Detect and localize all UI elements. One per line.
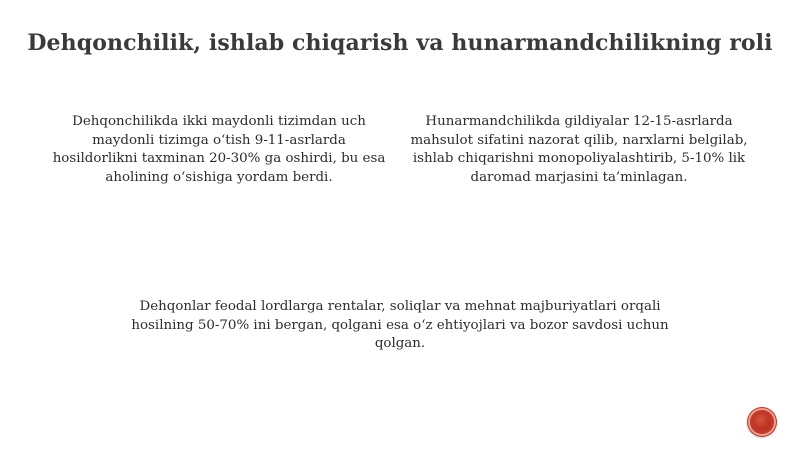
right-text-block: Hunarmandchilikda gildiyalar 12-15-asrlarda mahsulot sifatini nazorat qilib, narxlarni belgilab, ishlab chiqarishni monopoliyalashtirib, 5-10% lik daromad marjasini ta’minlagan.: [410, 114, 748, 185]
left-text-block: Dehqonchilikda ikki maydonli tizimdan uch maydonli tizimga o‘tish 9-11-asrlarda hosildorlikni taxminan 20-30% ga oshirdi, bu esa aholining o‘sishiga yordam berdi.: [52, 114, 386, 185]
bottom-text-block: Dehqonlar feodal lordlarga rentalar, soliqlar va mehnat majburiyatlari orqali hosilning 50-70% ini bergan, qolgani esa o‘z ehtiyojlari va bozor savdosi uchun qolgan.: [131, 299, 669, 351]
slide-title: Dehqonchilik, ishlab chiqarish va hunarmandchilikning roli: [27, 30, 773, 56]
circle-button-icon: [754, 414, 770, 430]
next-slide-button[interactable]: [748, 408, 776, 436]
